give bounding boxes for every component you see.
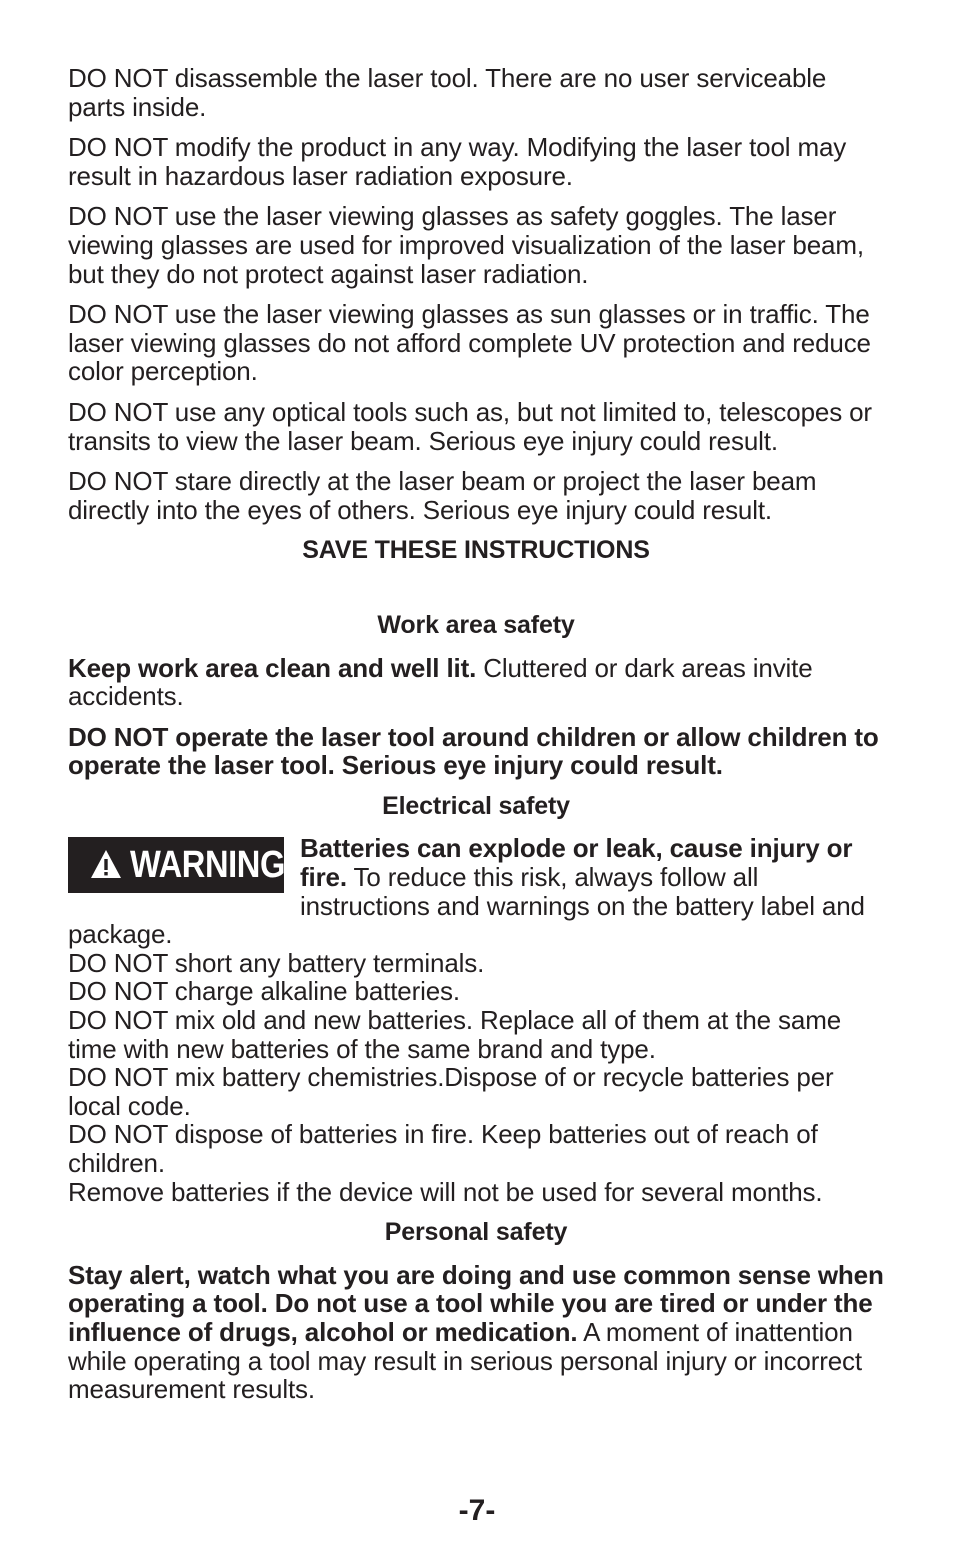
paragraph-sun-glasses: DO NOT use the laser viewing glasses as sun glasses or in traffic. The laser viewing glasses do not afford complete UV protection and reduce color perception.: [68, 299, 871, 387]
paragraph-stare: DO NOT stare directly at the laser beam or project the laser beam directly into the eyes of others. Serious eye injury could result.: [68, 466, 817, 525]
personal-text: A moment of inattention while operating a tool may result in serious personal injury or incorrect measurement results.: [68, 1316, 862, 1405]
save-instructions-heading: SAVE THESE INSTRUCTIONS: [302, 536, 650, 565]
work-area-heading: Work area safety: [377, 610, 575, 639]
paragraph-disassemble: DO NOT disassemble the laser tool. There are no user serviceable parts inside.: [68, 63, 827, 122]
work-area-bold-lead: Keep work area clean and well lit.: [68, 652, 477, 683]
battery-rule: DO NOT charge alkaline batteries.: [68, 976, 460, 1007]
work-area-text: Cluttered or dark areas invite accidents.: [68, 652, 813, 712]
battery-rule: DO NOT dispose of batteries in fire. Keep batteries out of reach of children.: [68, 1119, 818, 1178]
battery-rules: [68, 949, 884, 1206]
warning-badge: [68, 837, 284, 893]
battery-rule: Remove batteries if the device will not be used for several months.: [68, 1176, 823, 1207]
manual-page: [68, 64, 884, 1416]
page-number: -7-: [458, 1494, 496, 1527]
battery-rule: DO NOT mix battery chemistries.Dispose of or recycle batteries per local code.: [68, 1062, 834, 1121]
electrical-heading: Electrical safety: [382, 791, 570, 820]
work-area-paragraph-1: [68, 654, 884, 711]
battery-warning-rest: To reduce this risk, always follow all instructions and warnings on the battery label and package.: [68, 862, 865, 950]
children-warning: DO NOT operate the laser tool around children or allow children to operate the laser tool. Serious eye injury could result.: [68, 721, 879, 781]
battery-warning-block: [68, 834, 884, 948]
paragraph-modify: DO NOT modify the product in any way. Modifying the laser tool may result in hazardous laser radiation exposure.: [68, 132, 847, 191]
warning-triangle-icon: [90, 849, 122, 879]
personal-paragraph: [68, 1261, 884, 1404]
paragraph-safety-goggles: DO NOT use the laser viewing glasses as safety goggles. The laser viewing glasses are used for improved visualization of the laser beam, but they do not protect against laser radiation.: [68, 201, 864, 289]
personal-heading: Personal safety: [384, 1218, 568, 1247]
warning-label: WARNING: [130, 844, 285, 887]
work-area-paragraph-2: [68, 723, 884, 780]
battery-warning-bold: Batteries can explode or leak, cause injury or fire.: [300, 833, 853, 893]
battery-rule: DO NOT short any battery terminals.: [68, 947, 485, 978]
personal-bold-lead: Stay alert, watch what you are doing and use common sense when operating a tool. Do not use a tool while you are tired or under the influence of drugs, alcohol or medication.: [68, 1259, 884, 1347]
paragraph-optical-tools: DO NOT use any optical tools such as, but not limited to, telescopes or transits to view the laser beam. Serious eye injury could result.: [68, 396, 872, 456]
battery-rule: DO NOT mix old and new batteries. Replace all of them at the same time with new batteries of the same brand and type.: [68, 1005, 842, 1064]
